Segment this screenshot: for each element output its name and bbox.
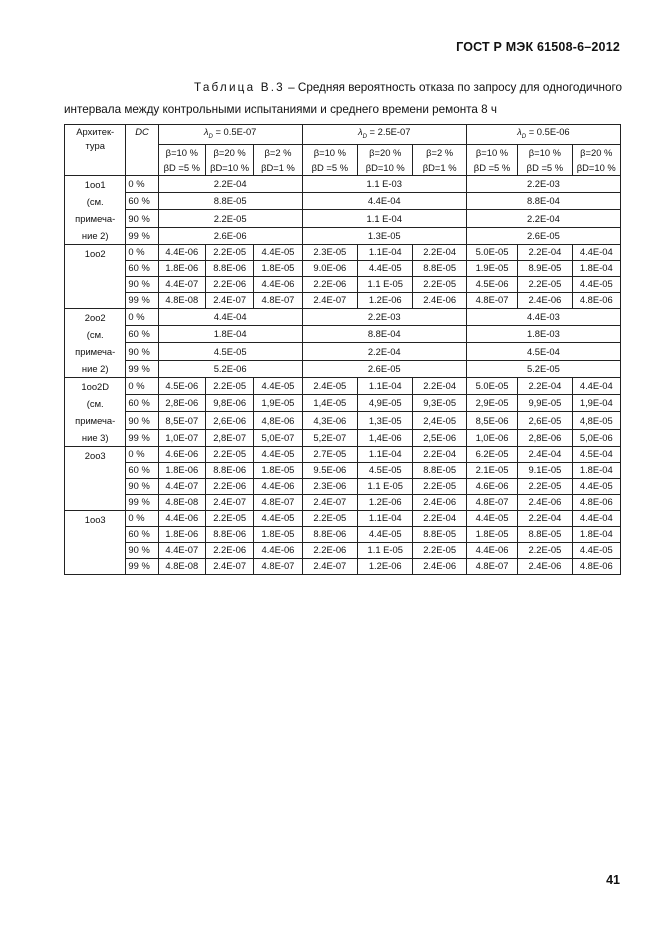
value-cell: 4.4E-04 [572, 510, 620, 526]
value-cell: 2.2E-05 [158, 210, 302, 227]
value-cell: 4.8E-06 [572, 494, 620, 510]
dc-cell: 99 % [126, 292, 158, 308]
value-cell: 2.2E-04 [518, 377, 572, 394]
dc-cell: 60 % [126, 526, 158, 542]
value-cell: 2.2E-05 [518, 542, 572, 558]
value-cell: 2.4E-06 [518, 558, 572, 574]
table-row [65, 558, 621, 574]
value-cell: 1.8E-06 [158, 526, 205, 542]
value-cell: 8.8E-05 [413, 526, 466, 542]
table-row [65, 526, 621, 542]
value-cell: 2,8E-07 [205, 429, 253, 446]
architecture-cell: 1oo1 (см. примеча- ние 2) [65, 175, 126, 244]
value-cell: 1.1E-04 [358, 244, 413, 260]
dc-cell: 0 % [126, 510, 158, 526]
table-row [65, 360, 621, 377]
dc-cell: 0 % [126, 377, 158, 394]
value-cell: 9,8E-06 [205, 395, 253, 412]
value-cell: 4.4E-05 [254, 244, 302, 260]
value-cell: 1.8E-05 [254, 462, 302, 478]
header-lambda-3: $\lambda_D = 0.5E-06$ [466, 125, 620, 145]
dc-cell: 90 % [126, 412, 158, 429]
value-cell: 2.2E-04 [413, 446, 466, 462]
table-row [65, 412, 621, 429]
value-cell: 4.5E-04 [466, 343, 620, 360]
value-cell: 2.2E-06 [302, 542, 357, 558]
value-cell: 2.2E-05 [205, 377, 253, 394]
dc-cell: 99 % [126, 558, 158, 574]
value-cell: 2.2E-05 [205, 446, 253, 462]
value-cell: 2.7E-05 [302, 446, 357, 462]
table-body [65, 175, 621, 574]
value-cell: 4.8E-07 [254, 558, 302, 574]
value-cell: 4.4E-04 [572, 244, 620, 260]
value-cell: 5.2E-06 [158, 360, 302, 377]
value-cell: 1.8E-05 [254, 526, 302, 542]
value-cell: 1.2E-06 [358, 292, 413, 308]
document-header: ГОСТ Р МЭК 61508-6–2012 [456, 40, 620, 54]
value-cell: 2.2E-03 [466, 175, 620, 192]
value-cell: 2.2E-05 [413, 276, 466, 292]
value-cell: 4.4E-05 [254, 510, 302, 526]
header-architecture: Архитек- тура [65, 125, 126, 176]
value-cell: 2.2E-06 [302, 276, 357, 292]
table-row [65, 260, 621, 276]
value-cell: 5,2E-07 [302, 429, 357, 446]
value-cell: 2.2E-04 [302, 343, 466, 360]
table-row [65, 175, 621, 192]
value-cell: 4.8E-07 [466, 558, 517, 574]
beta-header-cell: β=20 % βD=10 % [572, 144, 620, 175]
caption-label: Таблица В.3 [194, 81, 285, 94]
reliability-table [64, 124, 621, 575]
value-cell: 4,3E-06 [302, 412, 357, 429]
value-cell: 8.8E-06 [205, 260, 253, 276]
value-cell: 4,8E-05 [572, 412, 620, 429]
value-cell: 4.8E-06 [572, 558, 620, 574]
value-cell: 1.2E-06 [358, 558, 413, 574]
value-cell: 2.4E-05 [302, 377, 357, 394]
header-lambda-2: $\lambda_D = 2.5E-07$ [302, 125, 466, 145]
table-row [65, 446, 621, 462]
value-cell: 4.4E-06 [158, 244, 205, 260]
value-cell: 2.4E-06 [518, 494, 572, 510]
dc-cell: 90 % [126, 276, 158, 292]
value-cell: 4.4E-05 [572, 276, 620, 292]
value-cell: 4.4E-07 [158, 542, 205, 558]
beta-header-cell: β=20 % βD=10 % [358, 144, 413, 175]
value-cell: 2.4E-06 [413, 292, 466, 308]
beta-header-cell: β=10 % βD =5 % [466, 144, 517, 175]
value-cell: 4.8E-07 [466, 292, 517, 308]
value-cell: 1.8E-05 [254, 260, 302, 276]
value-cell: 2.6E-05 [466, 227, 620, 244]
value-cell: 9,3E-05 [413, 395, 466, 412]
value-cell: 1.8E-06 [158, 260, 205, 276]
value-cell: 2.4E-06 [413, 558, 466, 574]
value-cell: 4.5E-05 [358, 462, 413, 478]
value-cell: 2.6E-06 [158, 227, 302, 244]
table-row [65, 478, 621, 494]
table-row [65, 326, 621, 343]
dc-cell: 90 % [126, 343, 158, 360]
value-cell: 2.2E-04 [413, 510, 466, 526]
architecture-cell: 2oo2 (см. примеча- ние 2) [65, 308, 126, 377]
beta-header-cell: β=10 % βD =5 % [158, 144, 205, 175]
value-cell: 2.2E-05 [205, 244, 253, 260]
table-row [65, 292, 621, 308]
value-cell: 8.9E-05 [518, 260, 572, 276]
value-cell: 8.8E-05 [413, 260, 466, 276]
value-cell: 1,0E-07 [158, 429, 205, 446]
value-cell: 4.4E-04 [302, 193, 466, 210]
value-cell: 4.6E-06 [158, 446, 205, 462]
value-cell: 2.2E-05 [205, 510, 253, 526]
value-cell: 1.1E-04 [358, 377, 413, 394]
value-cell: 2.3E-06 [302, 478, 357, 494]
value-cell: 1,4E-06 [358, 429, 413, 446]
value-cell: 1.1 E-05 [358, 276, 413, 292]
dc-cell: 0 % [126, 244, 158, 260]
value-cell: 5,0E-07 [254, 429, 302, 446]
value-cell: 2,4E-05 [413, 412, 466, 429]
value-cell: 8.8E-04 [302, 326, 466, 343]
value-cell: 2.2E-05 [413, 542, 466, 558]
value-cell: 1,3E-05 [358, 412, 413, 429]
architecture-cell: 2oo3 [65, 446, 126, 510]
value-cell: 4,9E-05 [358, 395, 413, 412]
table-row [65, 210, 621, 227]
dc-cell: 0 % [126, 308, 158, 325]
value-cell: 9,9E-05 [518, 395, 572, 412]
value-cell: 4.4E-04 [572, 377, 620, 394]
table-row [65, 395, 621, 412]
value-cell: 2.4E-06 [413, 494, 466, 510]
value-cell: 2.4E-07 [205, 494, 253, 510]
value-cell: 4.5E-06 [158, 377, 205, 394]
value-cell: 2.2E-06 [205, 542, 253, 558]
value-cell: 2.4E-07 [302, 494, 357, 510]
value-cell: 4.4E-03 [466, 308, 620, 325]
value-cell: 4.4E-05 [572, 542, 620, 558]
table-row [65, 343, 621, 360]
value-cell: 8.8E-06 [205, 462, 253, 478]
value-cell: 1,9E-05 [254, 395, 302, 412]
value-cell: 1,9E-04 [572, 395, 620, 412]
architecture-cell: 1oo2 [65, 244, 126, 308]
dc-cell: 0 % [126, 446, 158, 462]
value-cell: 2.1E-05 [466, 462, 517, 478]
value-cell: 1.8E-06 [158, 462, 205, 478]
value-cell: 1.8E-04 [572, 526, 620, 542]
page-number: 41 [606, 873, 620, 887]
value-cell: 4.8E-08 [158, 494, 205, 510]
value-cell: 4.8E-07 [254, 494, 302, 510]
value-cell: 5,0E-06 [572, 429, 620, 446]
value-cell: 2.4E-07 [302, 292, 357, 308]
beta-header-cell: β=20 % βD=10 % [205, 144, 253, 175]
value-cell: 4.4E-05 [358, 526, 413, 542]
table-row [65, 276, 621, 292]
value-cell: 4.4E-05 [572, 478, 620, 494]
value-cell: 8.8E-05 [413, 462, 466, 478]
value-cell: 1,0E-06 [466, 429, 517, 446]
value-cell: 2,9E-05 [466, 395, 517, 412]
value-cell: 1.1 E-05 [358, 478, 413, 494]
value-cell: 2.2E-05 [518, 478, 572, 494]
dc-cell: 90 % [126, 478, 158, 494]
value-cell: 4.4E-06 [254, 478, 302, 494]
value-cell: 4.8E-08 [158, 558, 205, 574]
table-row [65, 462, 621, 478]
value-cell: 1.8E-04 [572, 260, 620, 276]
value-cell: 2.4E-06 [518, 292, 572, 308]
value-cell: 2.2E-06 [205, 276, 253, 292]
value-cell: 1.3E-05 [302, 227, 466, 244]
architecture-cell: 1oo2D (см. примеча- ние 3) [65, 377, 126, 446]
value-cell: 9.0E-06 [302, 260, 357, 276]
table-row [65, 510, 621, 526]
value-cell: 1.1 E-03 [302, 175, 466, 192]
table-row [65, 193, 621, 210]
value-cell: 8,5E-06 [466, 412, 517, 429]
header-dc: DC [126, 125, 158, 176]
value-cell: 2.2E-04 [466, 210, 620, 227]
caption-line-2: интервала между контрольными испытаниями и среднего времени ремонта 8 ч [64, 103, 497, 116]
value-cell: 2.2E-05 [302, 510, 357, 526]
value-cell: 2.2E-04 [158, 175, 302, 192]
value-cell: 4.8E-07 [466, 494, 517, 510]
value-cell: 1.1E-04 [358, 446, 413, 462]
table-row [65, 227, 621, 244]
beta-header-cell: β=10 % βD =5 % [302, 144, 357, 175]
table-row [65, 377, 621, 394]
value-cell: 2.2E-04 [413, 244, 466, 260]
value-cell: 4.4E-07 [158, 276, 205, 292]
dc-cell: 99 % [126, 227, 158, 244]
value-cell: 1.8E-03 [466, 326, 620, 343]
value-cell: 4.4E-06 [466, 542, 517, 558]
value-cell: 4.4E-04 [158, 308, 302, 325]
value-cell: 8.8E-06 [205, 526, 253, 542]
value-cell: 4.4E-05 [254, 377, 302, 394]
dc-cell: 60 % [126, 326, 158, 343]
table-row [65, 429, 621, 446]
dc-cell: 99 % [126, 360, 158, 377]
caption-line-1-text: – Средняя вероятность отказа по запросу для одногодичного [288, 81, 622, 94]
dc-cell: 60 % [126, 260, 158, 276]
value-cell: 2,6E-05 [518, 412, 572, 429]
value-cell: 2,5E-06 [413, 429, 466, 446]
value-cell: 2.3E-05 [302, 244, 357, 260]
value-cell: 4.6E-06 [466, 478, 517, 494]
value-cell: 1.8E-04 [572, 462, 620, 478]
value-cell: 6.2E-05 [466, 446, 517, 462]
value-cell: 1.1 E-04 [302, 210, 466, 227]
dc-cell: 60 % [126, 193, 158, 210]
value-cell: 5.0E-05 [466, 377, 517, 394]
value-cell: 2.4E-07 [205, 558, 253, 574]
value-cell: 2,8E-06 [518, 429, 572, 446]
value-cell: 2.4E-07 [205, 292, 253, 308]
beta-header-cell: β=2 % βD=1 % [413, 144, 466, 175]
value-cell: 1.8E-04 [158, 326, 302, 343]
value-cell: 4.8E-07 [254, 292, 302, 308]
dc-cell: 90 % [126, 542, 158, 558]
value-cell: 4.5E-06 [466, 276, 517, 292]
header-lambda-1: $\lambda_D = 0.5E-07$ [158, 125, 302, 145]
table-row [65, 308, 621, 325]
value-cell: 9.5E-06 [302, 462, 357, 478]
value-cell: 2.4E-04 [518, 446, 572, 462]
value-cell: 4,8E-06 [254, 412, 302, 429]
value-cell: 8.8E-06 [302, 526, 357, 542]
dc-cell: 60 % [126, 395, 158, 412]
value-cell: 8.8E-04 [466, 193, 620, 210]
value-cell: 2.2E-04 [518, 244, 572, 260]
dc-cell: 90 % [126, 210, 158, 227]
table-caption [64, 77, 622, 121]
value-cell: 4.4E-06 [254, 276, 302, 292]
value-cell: 4.5E-04 [572, 446, 620, 462]
dc-cell: 60 % [126, 462, 158, 478]
value-cell: 5.2E-05 [466, 360, 620, 377]
value-cell: 4.5E-05 [158, 343, 302, 360]
table-row [65, 494, 621, 510]
value-cell: 4.8E-06 [572, 292, 620, 308]
value-cell: 1.9E-05 [466, 260, 517, 276]
architecture-cell: 1oo3 [65, 510, 126, 574]
value-cell: 8.8E-05 [158, 193, 302, 210]
dc-cell: 0 % [126, 175, 158, 192]
value-cell: 8.8E-05 [518, 526, 572, 542]
value-cell: 2.2E-05 [518, 276, 572, 292]
value-cell: 4.4E-07 [158, 478, 205, 494]
value-cell: 2.2E-06 [205, 478, 253, 494]
value-cell: 9.1E-05 [518, 462, 572, 478]
value-cell: 2,6E-06 [205, 412, 253, 429]
value-cell: 2.2E-04 [413, 377, 466, 394]
value-cell: 1.8E-05 [466, 526, 517, 542]
beta-header-cell: β=2 % βD=1 % [254, 144, 302, 175]
value-cell: 4.8E-08 [158, 292, 205, 308]
caption-line-1 [64, 77, 622, 99]
value-cell: 2.6E-05 [302, 360, 466, 377]
value-cell: 2.2E-03 [302, 308, 466, 325]
value-cell: 2.2E-05 [413, 478, 466, 494]
value-cell: 1.2E-06 [358, 494, 413, 510]
dc-cell: 99 % [126, 494, 158, 510]
beta-header-cell: β=10 % βD =5 % [518, 144, 572, 175]
value-cell: 2,8E-06 [158, 395, 205, 412]
value-cell: 4.4E-05 [254, 446, 302, 462]
value-cell: 4.4E-05 [466, 510, 517, 526]
value-cell: 8,5E-07 [158, 412, 205, 429]
value-cell: 2.4E-07 [302, 558, 357, 574]
table-row [65, 542, 621, 558]
table-row [65, 244, 621, 260]
value-cell: 4.4E-05 [358, 260, 413, 276]
value-cell: 1.1 E-05 [358, 542, 413, 558]
value-cell: 5.0E-05 [466, 244, 517, 260]
value-cell: 2.2E-04 [518, 510, 572, 526]
value-cell: 1.1E-04 [358, 510, 413, 526]
value-cell: 1,4E-05 [302, 395, 357, 412]
value-cell: 4.4E-06 [158, 510, 205, 526]
dc-cell: 99 % [126, 429, 158, 446]
value-cell: 4.4E-06 [254, 542, 302, 558]
